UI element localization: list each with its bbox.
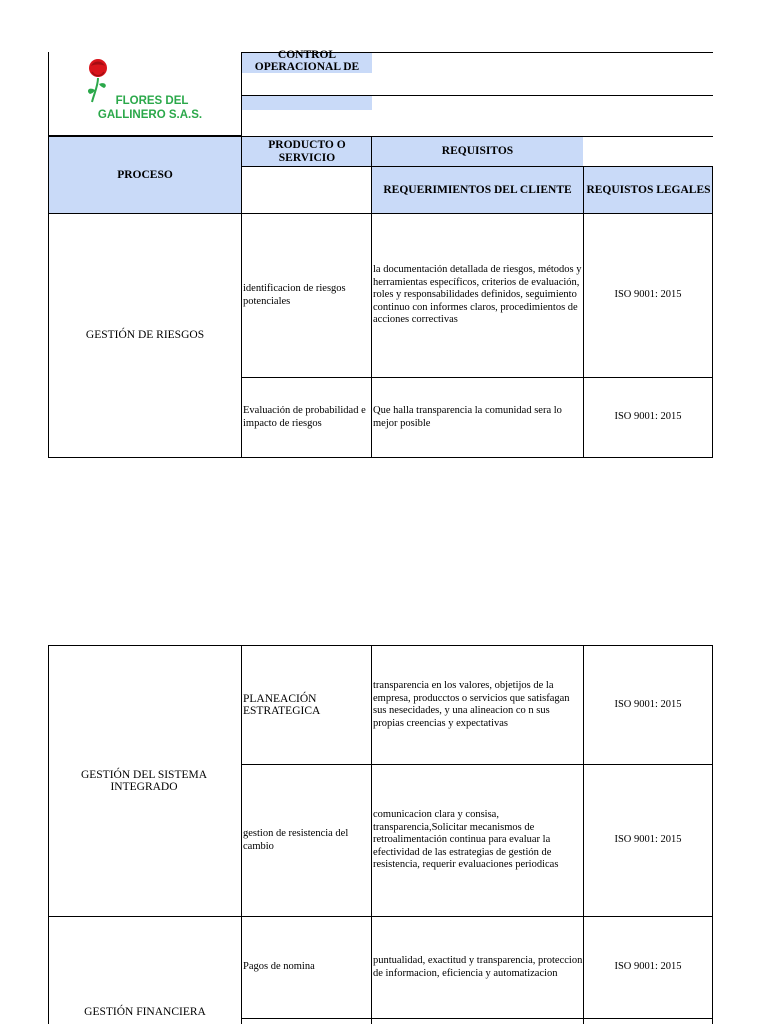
producto-cell: Pagos de nomina (243, 961, 315, 973)
cliente-cell: Que halla transparencia la comunidad sera lo mejor posible (373, 405, 562, 429)
legal-cell: ISO 9001: 2015 (614, 961, 682, 973)
legal-cell: ISO 9001: 2015 (614, 834, 682, 846)
proceso-cell: GESTIÓN DE RIESGOS (85, 329, 205, 342)
producto-header-line2: SERVICIO (278, 151, 336, 164)
cliente-header: REQUERIMIENTOS DEL CLIENTE (383, 183, 572, 196)
proceso-header: PROCESO (117, 168, 173, 181)
proceso-cell: GESTIÓN FINANCIERA (84, 1005, 206, 1018)
producto-header-line1: PRODUCTO O (268, 139, 346, 151)
company-name-line2: GALLINERO S.A.S. (97, 109, 203, 121)
legales-header: REQUISTOS LEGALES (586, 183, 711, 196)
control-title-line2: OPERACIONAL DE (254, 61, 360, 73)
producto-header (242, 137, 372, 166)
company-name-line1: FLORES DEL (115, 95, 189, 107)
requisitos-header: REQUISITOS (441, 145, 514, 158)
cliente-cell: transparencia en los valores, objetijos de la empresa, producctos o servicios que satisfagan sus nesecidades, y una alineacion co n sus propias creencias y expectativas (373, 680, 570, 729)
producto-cell: identificacion de riesgos potenciales (243, 283, 346, 307)
legal-cell: ISO 9001: 2015 (614, 698, 682, 710)
producto-cell: gestion de resistencia del cambio (243, 828, 349, 852)
company-logo (70, 56, 220, 126)
cliente-cell: comunicacion clara y consisa, transparencia,Solicitar mecanismos de retroalimentación continua para evaluar la efectividad de las estrategias de gestión de resistencia, requerir evaluaciones periodicas (373, 809, 559, 871)
control-title (242, 47, 372, 75)
title-fill-lower (242, 96, 372, 110)
cliente-cell: la documentación detallada de riesgos, métodos y herramientas específicos, criterios de evaluación, roles y responsabilidades definidos, seguimiento continuo con informes claros, procedimientos de acciones correctivas (373, 264, 582, 326)
legal-cell: ISO 9001: 2015 (614, 289, 682, 301)
proceso-cell: GESTIÓN DEL SISTEMA INTEGRADO (80, 768, 208, 793)
producto-cell: Evaluación de probabilidad e impacto de riesgos (243, 405, 366, 429)
cliente-cell: puntualidad, exactitud y transparencia, proteccion de informacion, eficiencia y automatizacion (373, 955, 583, 979)
legal-cell: ISO 9001: 2015 (614, 411, 682, 423)
control-title-line1: CONTROL (277, 49, 337, 61)
producto-cell: PLANEACIÓN ESTRATEGICA (243, 692, 321, 717)
